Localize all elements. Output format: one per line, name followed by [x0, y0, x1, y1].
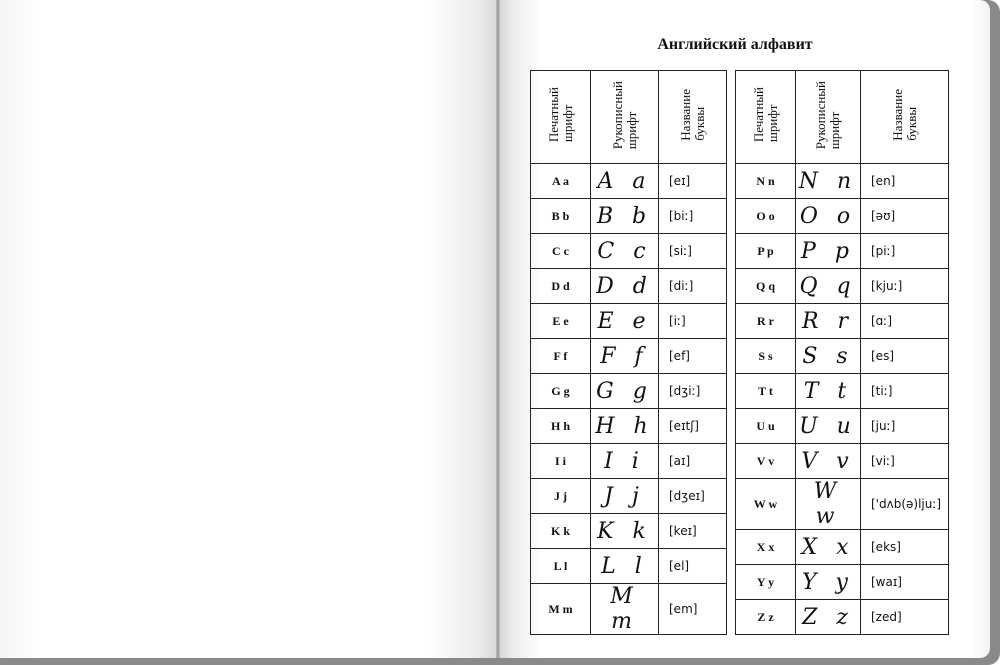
- letter-name: [biː]: [659, 199, 727, 234]
- letter-name: [waɪ]: [861, 565, 949, 600]
- print-letter: U u: [736, 409, 796, 444]
- script-letter: G g: [591, 374, 659, 409]
- print-letter: E e: [531, 304, 591, 339]
- table-row: [736, 164, 949, 199]
- letter-name: [eks]: [861, 530, 949, 565]
- table-row: [531, 164, 727, 199]
- print-letter: Q q: [736, 269, 796, 304]
- letter-name: [es]: [861, 339, 949, 374]
- letter-name: [en]: [861, 164, 949, 199]
- script-letter: U u: [796, 409, 861, 444]
- table-row: [531, 269, 727, 304]
- table-row: [736, 199, 949, 234]
- script-letter: O o: [796, 199, 861, 234]
- print-letter: S s: [736, 339, 796, 374]
- letter-name: [iː]: [659, 304, 727, 339]
- print-letter: C c: [531, 234, 591, 269]
- letter-name: [em]: [659, 584, 727, 635]
- table-row: [531, 409, 727, 444]
- print-letter: R r: [736, 304, 796, 339]
- print-letter: D d: [531, 269, 591, 304]
- script-letter: K k: [591, 514, 659, 549]
- table-row: [736, 234, 949, 269]
- script-letter: T t: [796, 374, 861, 409]
- alphabet-table-right: [735, 70, 949, 635]
- letter-name: [kjuː]: [861, 269, 949, 304]
- print-letter: J j: [531, 479, 591, 514]
- script-letter: Z z: [796, 600, 861, 635]
- header-script-font: Рукописный шрифт: [796, 71, 861, 164]
- print-letter: O o: [736, 199, 796, 234]
- letter-name: [əʊ]: [861, 199, 949, 234]
- print-letter: L l: [531, 549, 591, 584]
- script-letter: Y y: [796, 565, 861, 600]
- script-letter: C c: [591, 234, 659, 269]
- script-letter: Q q: [796, 269, 861, 304]
- print-letter: I i: [531, 444, 591, 479]
- script-letter: N n: [796, 164, 861, 199]
- letter-name: [eɪtʃ]: [659, 409, 727, 444]
- letter-name: [piː]: [861, 234, 949, 269]
- header-print-font: Печатный шрифт: [736, 71, 796, 164]
- print-letter: H h: [531, 409, 591, 444]
- script-letter: F f: [591, 339, 659, 374]
- letter-name: [juː]: [861, 409, 949, 444]
- table-row: [531, 199, 727, 234]
- alphabet-table-left: [530, 70, 727, 635]
- table-row: [736, 339, 949, 374]
- print-letter: N n: [736, 164, 796, 199]
- script-letter: A a: [591, 164, 659, 199]
- letter-name: [eɪ]: [659, 164, 727, 199]
- print-letter: G g: [531, 374, 591, 409]
- table-header-row: [531, 71, 727, 164]
- script-letter: J j: [591, 479, 659, 514]
- table-row: [531, 549, 727, 584]
- letter-name: [ef]: [659, 339, 727, 374]
- table-row: [736, 600, 949, 635]
- letter-name: [viː]: [861, 444, 949, 479]
- table-row: [736, 304, 949, 339]
- print-letter: W w: [736, 479, 796, 530]
- header-letter-name: Название буквы: [861, 71, 949, 164]
- script-letter: D d: [591, 269, 659, 304]
- script-letter: W w: [796, 479, 861, 530]
- letter-name: [zed]: [861, 600, 949, 635]
- print-letter: K k: [531, 514, 591, 549]
- script-letter: R r: [796, 304, 861, 339]
- print-letter: B b: [531, 199, 591, 234]
- letter-name: ['dʌb(ə)ljuː]: [861, 479, 949, 530]
- table-row: [531, 374, 727, 409]
- script-letter: P p: [796, 234, 861, 269]
- script-letter: X x: [796, 530, 861, 565]
- table-row: [531, 479, 727, 514]
- script-letter: S s: [796, 339, 861, 374]
- letter-name: [el]: [659, 549, 727, 584]
- letter-name: [siː]: [659, 234, 727, 269]
- table-row: [736, 269, 949, 304]
- letter-name: [keɪ]: [659, 514, 727, 549]
- print-letter: Z z: [736, 600, 796, 635]
- table-row: [531, 584, 727, 635]
- table-row: [736, 409, 949, 444]
- table-row: [531, 514, 727, 549]
- letter-name: [dʒiː]: [659, 374, 727, 409]
- left-page: [0, 0, 497, 658]
- print-letter: Y y: [736, 565, 796, 600]
- header-letter-name: Название буквы: [659, 71, 727, 164]
- script-letter: H h: [591, 409, 659, 444]
- table-row: [736, 530, 949, 565]
- script-letter: L l: [591, 549, 659, 584]
- script-letter: I i: [591, 444, 659, 479]
- header-script-font: Рукописный шрифт: [591, 71, 659, 164]
- print-letter: M m: [531, 584, 591, 635]
- script-letter: V v: [796, 444, 861, 479]
- print-letter: P p: [736, 234, 796, 269]
- table-row: [531, 304, 727, 339]
- letter-name: [aɪ]: [659, 444, 727, 479]
- letter-name: [ɑː]: [861, 304, 949, 339]
- table-header-row: [736, 71, 949, 164]
- script-letter: E e: [591, 304, 659, 339]
- print-letter: X x: [736, 530, 796, 565]
- script-letter: B b: [591, 199, 659, 234]
- print-letter: A a: [531, 164, 591, 199]
- page-title: Английский алфавит: [657, 36, 813, 53]
- table-row: [736, 374, 949, 409]
- letter-name: [tiː]: [861, 374, 949, 409]
- print-letter: T t: [736, 374, 796, 409]
- header-print-font: Печатный шрифт: [531, 71, 591, 164]
- table-row: [531, 234, 727, 269]
- table-row: [736, 565, 949, 600]
- print-letter: F f: [531, 339, 591, 374]
- table-row: [531, 444, 727, 479]
- script-letter: M m: [591, 584, 659, 635]
- table-row: [736, 479, 949, 530]
- table-row: [736, 444, 949, 479]
- notebook-spine: [496, 0, 500, 658]
- print-letter: V v: [736, 444, 796, 479]
- letter-name: [dʒeɪ]: [659, 479, 727, 514]
- table-row: [531, 339, 727, 374]
- letter-name: [diː]: [659, 269, 727, 304]
